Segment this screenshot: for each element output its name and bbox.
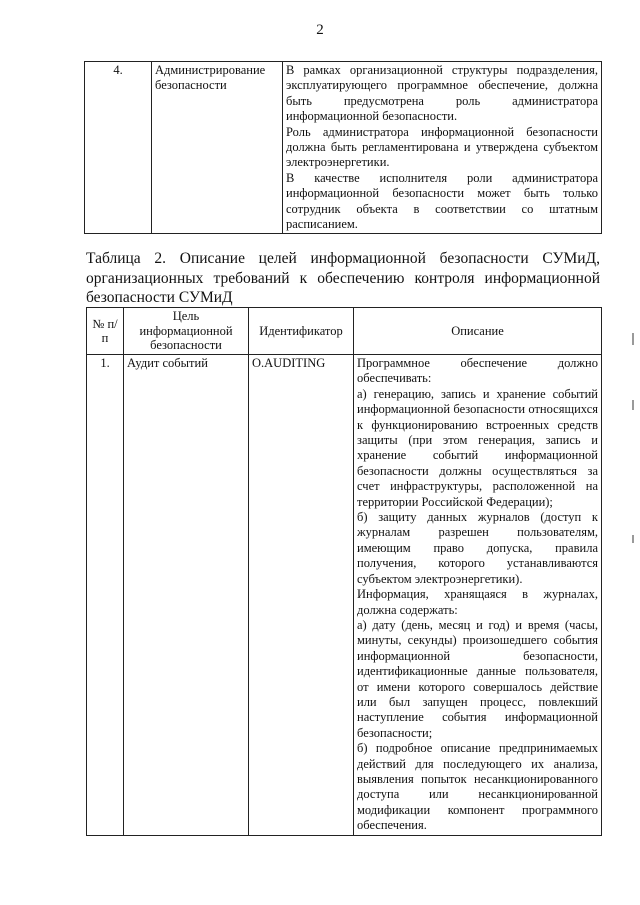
page-number: 2 [316,22,324,38]
description-paragraph: а) генерацию, запись и хранение событий информационной безопасности относящихся к функционированию встроенных средств защиты (при этом генерация, запись и хранение событий информационной безопасности должны осуществляться за счет инфраструктуры, расположенной на территории Российской Федерации); [357,386,598,509]
row-number-cell: 4. [85,62,152,234]
table-row [87,355,602,836]
header-description: Описание [354,308,602,355]
description-paragraph: Программное обеспечение должно обеспечивать: [357,356,598,386]
row-number-cell: 1. [87,355,124,836]
identifier-cell: O.AUDITING [249,355,354,836]
description-paragraph: а) дату (день, месяц и год) и время (часы, минуты, секунды) произошедшего события информационной безопасности, идентификационные данные пользователя, от имени которого совершалось действие или был запущен процесс, повлекший наступление события информационной безопасности; [357,617,598,740]
header-identifier: Идентификатор [249,308,354,355]
row-description-cell [283,62,602,234]
row-name-cell: Администрирование безопасности [152,62,283,234]
scan-artifact [632,535,634,543]
description-paragraph: б) подробное описание предпринимаемых действий для последующего их анализа, выявления попыток несанкционированного доступа или несанкционированной модификации компонент программного обеспечения. [357,741,598,833]
header-goal: Цель информационной безопасности [124,308,249,355]
table-2-caption: Таблица 2. Описание целей информационной безопасности СУМиД, организационных требований к обеспечению контроля информационной безопасности СУМиД [86,250,600,306]
description-paragraph: В рамках организационной структуры подразделения, эксплуатирующего программное обеспечение, должна быть предусмотрена роль администратора информационной безопасности. [286,63,598,124]
table-row [85,62,602,234]
description-paragraph: В качестве исполнителя роли администратора информационной безопасности может быть только сотрудник объекта в соответствии со штатным расписанием. [286,170,598,232]
description-paragraph: Информация, хранящаяся в журналах, должна содержать: [357,587,598,617]
table-2 [86,307,602,836]
row-description-cell [354,355,602,836]
goal-cell: Аудит событий [124,355,249,836]
description-paragraph: б) защиту данных журналов (доступ к журналам разрешен пользователям, имеющим право допуска, правила получения, которого устанавливаются субъектом электроэнергетики). [357,510,598,586]
scan-artifact [632,333,634,345]
table-1-continuation [84,61,602,234]
table-header-row [87,308,602,355]
description-paragraph: Роль администратора информационной безопасности должна быть регламентирована и утверждена субъектом электроэнергетики. [286,124,598,170]
header-number: № п/п [87,308,124,355]
scan-artifact [632,400,634,410]
